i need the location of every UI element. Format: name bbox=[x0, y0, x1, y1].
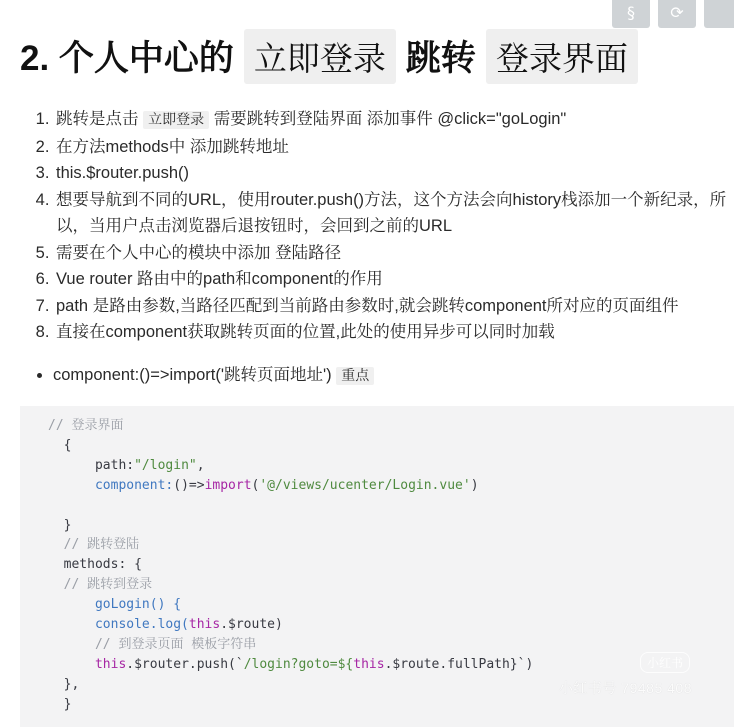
title-code-chip-login-now: 立即登录 bbox=[244, 29, 396, 84]
list-item: 8. 直接在component获取跳转页面的位置,此处的使用异步可以同时加载 bbox=[54, 319, 734, 346]
page-title bbox=[20, 26, 638, 86]
toolbar-extra-button[interactable] bbox=[704, 0, 734, 28]
section-icon[interactable]: § bbox=[612, 0, 650, 28]
list-item: 3. this.$router.push() bbox=[54, 160, 734, 187]
list-item: 1. 跳转是点击 立即登录 需要跳转到登陆界面 添加事件 @click="goLogin" bbox=[54, 106, 734, 134]
watermark-logo: 小红书 bbox=[640, 652, 690, 673]
inline-code: 立即登录 bbox=[143, 111, 209, 129]
title-middle: 跳转 bbox=[405, 39, 476, 78]
code-content: // 登录界面 { path:"/login", component:()=>import('@/views/ucenter/Login.vue') } // 跳转登陆 methods: { // 跳转到登录 goLogin() { console.log(this.$route) // 到登录页面 模板字符串 this.$router.push(`/login?goto=${this.$route.fullPath}`) }, } bbox=[48, 418, 534, 712]
title-prefix: 2. 个人中心的 bbox=[20, 39, 234, 78]
title-code-chip-login-page: 登录界面 bbox=[486, 29, 638, 84]
watermark-text: 小红书号 79485 408 bbox=[558, 680, 692, 696]
refresh-icon[interactable]: ⟳ bbox=[658, 0, 696, 28]
highlight-badge: 重点 bbox=[336, 367, 374, 385]
steps-list bbox=[34, 106, 734, 346]
list-item: 7. path 是路由参数,当路径匹配到当前路由参数时,就会跳转component所对应的页面组件 bbox=[54, 293, 734, 320]
list-item: • component:()=>import('跳转页面地址') 重点 bbox=[53, 362, 374, 389]
bullet-list bbox=[34, 362, 374, 389]
list-item: 5. 需要在个人中心的模块中添加 登陆路径 bbox=[54, 240, 734, 267]
list-item: 6. Vue router 路由中的path和component的作用 bbox=[54, 266, 734, 293]
top-toolbar bbox=[612, 0, 734, 28]
list-item: 4. 想要导航到不同的URL，使用router.push()方法，这个方法会向history栈添加一个新纪录，所以，当用户点击浏览器后退按钮时，会回到之前的URL bbox=[54, 187, 734, 240]
list-item: 2. 在方法methods中 添加跳转地址 bbox=[54, 134, 734, 161]
